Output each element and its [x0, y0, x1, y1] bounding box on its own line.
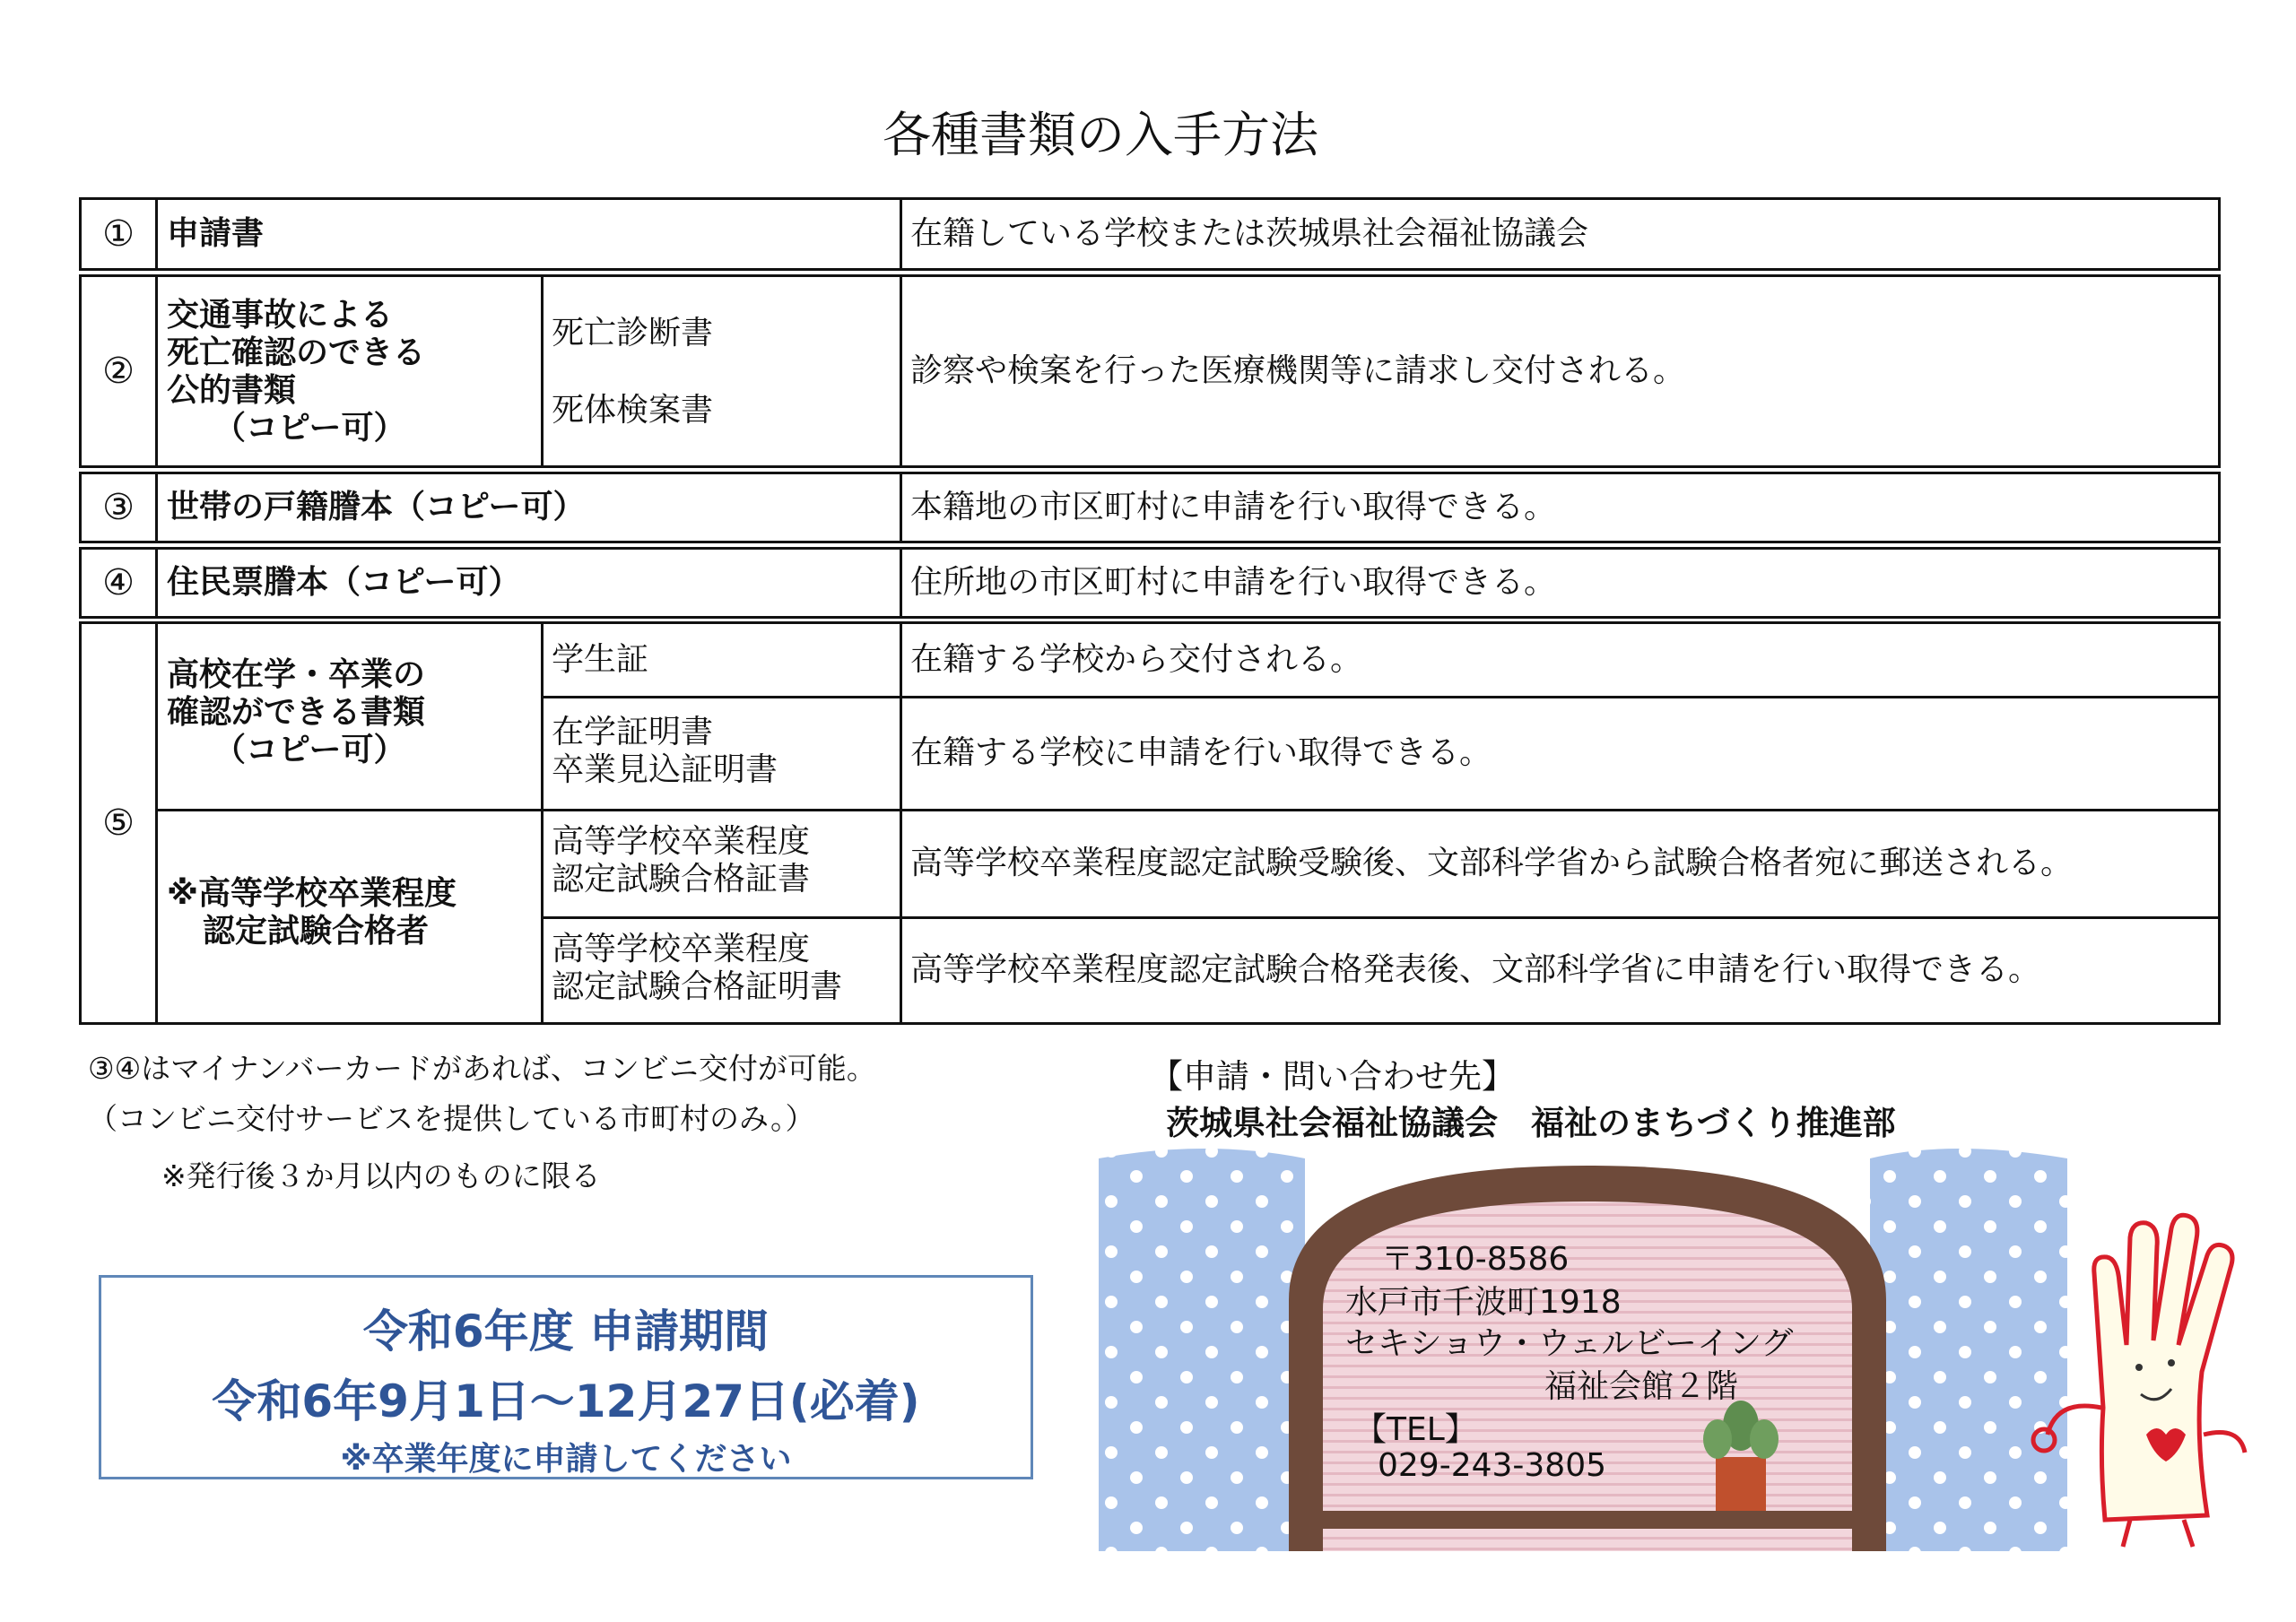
period-dates: 令和6年9月1日～12月27日(必着) [212, 1375, 920, 1427]
note-validity: ※発行後３か月以内のものに限る [161, 1158, 601, 1193]
row-label: 住民票謄本（コピー可） [167, 564, 521, 601]
row-number: ① [102, 213, 135, 255]
address-line-2: セキショウ・ウェルビーイング [1345, 1325, 1794, 1362]
row-number: ④ [102, 562, 135, 603]
doc-name: 死亡診断書 [552, 315, 714, 351]
table-row-1 [79, 197, 2221, 271]
row-number: ⑤ [102, 802, 135, 844]
postal-code: 〒310-8586 [1381, 1241, 1570, 1278]
row-description: 診察や検案を行った医療機関等に請求し交付される。 [910, 352, 1686, 389]
table-row-5 [79, 621, 2221, 1025]
address-line-1: 水戸市千波町1918 [1345, 1284, 1622, 1321]
row-label: 交通事故による 死亡確認のできる 公的書類 （コピー可） [167, 297, 426, 447]
row-description: 高等学校卒業程度認定試験合格発表後、文部科学省に申請を行い取得できる。 [910, 951, 2041, 988]
row-label: 申請書 [167, 215, 265, 252]
doc-name: 学生証 [552, 641, 649, 678]
doc-name: 在学証明書 卒業見込証明書 [552, 714, 778, 788]
group-label-highschool: 高校在学・卒業の 確認ができる書類 （コピー可） [167, 656, 426, 768]
row-description: 在籍している学校または茨城県社会福祉協議会 [910, 215, 1589, 252]
note-municipalities: （コンビニ交付サービスを提供している市町村のみ。） [88, 1101, 815, 1136]
row-description: 高等学校卒業程度認定試験受験後、文部科学省から試験合格者宛に郵送される。 [910, 845, 2074, 881]
page-title: 各種書類の入手方法 [883, 107, 1318, 163]
table-row-3 [79, 472, 2221, 543]
doc-name: 高等学校卒業程度 認定試験合格証明書 [552, 931, 843, 1005]
row-number: ② [102, 351, 135, 392]
contact-heading: 【申請・問い合わせ先】 [1150, 1057, 1515, 1096]
right-curtain [1870, 1149, 2067, 1551]
row-description: 住所地の市区町村に申請を行い取得できる。 [910, 564, 1557, 601]
application-period-box [99, 1275, 1033, 1479]
tel-number: 029-243-3805 [1378, 1447, 1607, 1484]
address-line-3: 福祉会館２階 [1544, 1368, 1739, 1405]
table-row-2 [79, 274, 2221, 468]
left-curtain [1099, 1149, 1305, 1551]
row-description: 在籍する学校から交付される。 [910, 641, 1363, 678]
group-label-exam: ※高等学校卒業程度 認定試験合格者 [167, 875, 457, 950]
row-number: ③ [102, 487, 135, 528]
doc-name: 高等学校卒業程度 認定試験合格証書 [552, 823, 811, 898]
note-convenience-store: ③④はマイナンバーカードがあれば、コンビニ交付が可能。 [88, 1051, 876, 1086]
row-label: 世帯の戸籍謄本（コピー可） [167, 489, 586, 525]
doc-name: 死体検案書 [552, 392, 714, 429]
row-description: 在籍する学校に申請を行い取得できる。 [910, 734, 1492, 771]
tel-label: 【TEL】 [1354, 1411, 1477, 1448]
table-row-4 [79, 547, 2221, 619]
row-description: 本籍地の市区町村に申請を行い取得できる。 [910, 489, 1557, 525]
period-note: ※卒業年度に申請してください [340, 1441, 792, 1478]
contact-organization: 茨城県社会福祉協議会 福祉のまちづくり推進部 [1166, 1104, 1896, 1142]
period-heading: 令和6年度 申請期間 [362, 1305, 770, 1357]
